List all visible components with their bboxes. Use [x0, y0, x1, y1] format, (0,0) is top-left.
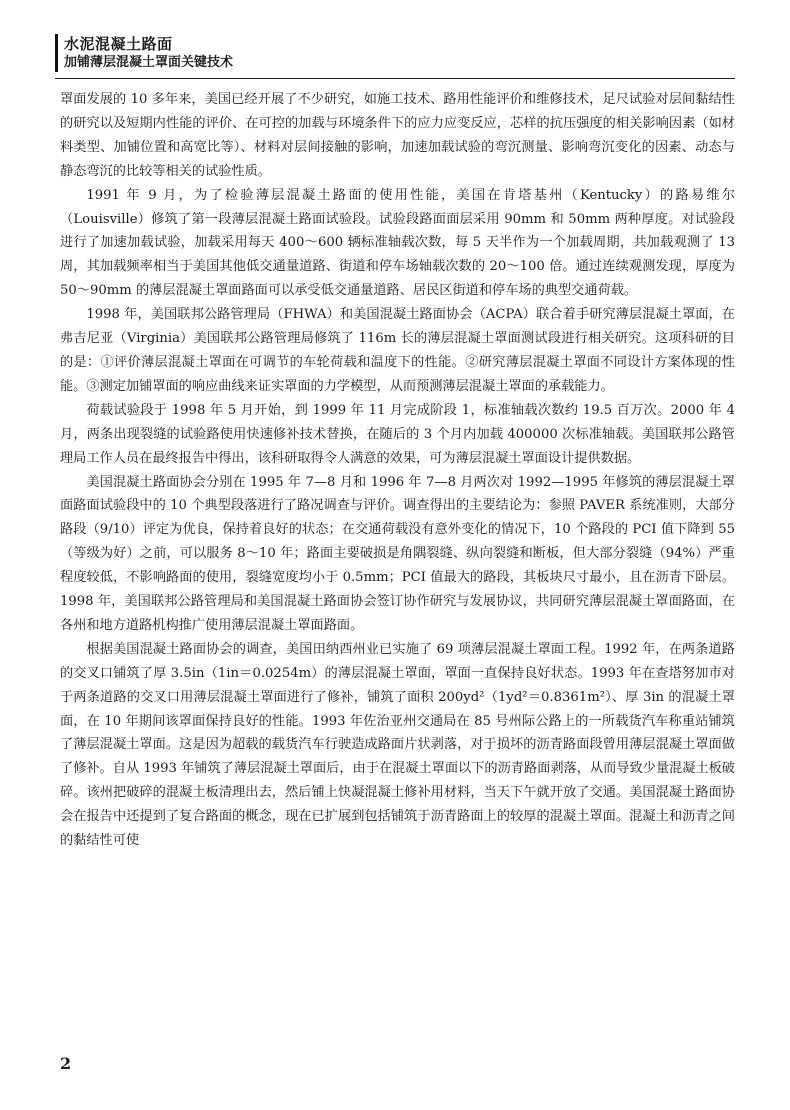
paragraph-3: 1998 年，美国联邦公路管理局（FHWA）和美国混凝土路面协会（ACPA）联合着手研究薄层混凝土罩面，在弗吉尼亚（Virginia）美国联邦公路管理局修筑了 116m 长的薄层混凝土罩面测试段进行相关研究。这项科研的目的是：①评价薄层混凝土罩面在可调节的车轮荷载和温度下的性能。②研究薄层混凝土罩面不同设计方案体现的性能。③测定加铺罩面的响应曲线来证实罩面的力学模型，从而预测薄层混凝土罩面的承载能力。 [60, 307, 735, 394]
page-number: 2 [60, 1054, 72, 1073]
paragraph-6: 根据美国混凝土路面协会的调查，美国田纳西州业已实施了 69 项薄层混凝土罩面工程。1992 年，在两条道路的交叉口铺筑了厚 3.5in（1in＝0.0254m）的薄层混凝土罩面，罩面一直保持良好状态。1993 年在查塔努加市对于两条道路的交叉口用薄层混凝土罩面进行了修补，铺筑了面积 200yd²（1yd²＝0.8361m²）、厚 3in 的混凝土罩面，在 10 年期间该罩面保持良好的性能。1993 年佐治亚州交通局在 85 号州际公路上的一所载货汽车称重站铺筑了薄层混凝土罩面。这是因为超载的载货汽车行驶造成路面片状剥落，对于损坏的沥青路面段曾用薄层混凝土罩面做了修补。自从 1993 年铺筑了薄层混凝土罩面后，由于在混凝土罩面以下的沥青路面剥落，从而导致少量混凝土板破碎。该州把破碎的混凝土板清理出去，然后铺上快凝混凝土修补用材料，当天下午就开放了交通。美国混凝土路面协会在报告中还提到了复合路面的概念，现在已扩展到包括铺筑于沥青路面上的较厚的混凝土罩面。混凝土和沥青之间的黏结性可使 [60, 641, 735, 849]
header-subtitle: 加铺薄层混凝土罩面关键技术 [64, 55, 234, 70]
header-rule [55, 78, 735, 79]
body-text [60, 88, 735, 853]
header-title: 水泥混凝土路面 [64, 35, 173, 53]
running-header [55, 34, 233, 72]
paragraph-1: 罩面发展的 10 多年来，美国已经开展了不少研究，如施工技术、路用性能评价和维修技术，足尺试验对层间黏结性的研究以及短期内性能的评价、在可控的加载与环境条件下的应力应变反应，芯样的抗压强度的相关影响因素（如材料类型、加铺位置和高宽比等）、材料对层间接触的影响，加速加载试验的弯沉测量、影响弯沉变化的因素、动态与静态弯沉的比较等相关的试验性质。 [60, 92, 735, 179]
paragraph-5: 美国混凝土路面协会分别在 1995 年 7—8 月和 1996 年 7—8 月两次对 1992—1995 年修筑的薄层混凝土罩面路面试验段中的 10 个典型段落进行了路况调查与评价。调查得出的主要结论为：参照 PAVER 系统准则，大部分路段（9/10）评定为优良，保持着良好的状态；在交通荷载没有意外变化的情况下，10 个路段的 PCI 值下降到 55（等级为好）之前，可以服务 8～10 年；路面主要破损是角隅裂缝、纵向裂缝和断板，但大部分裂缝（94%）严重程度较低，不影响路面的使用，裂缝宽度均小于 0.5mm；PCI 值最大的路段，其板块尺寸最小，且在沥青下卧层。1998 年，美国联邦公路管理局和美国混凝土路面协会签订协作研究与发展协议，共同研究薄层混凝土罩面路面，在各州和地方道路机构推广使用薄层混凝土罩面路面。 [60, 474, 735, 633]
paragraph-4: 荷载试验段于 1998 年 5 月开始，到 1999 年 11 月完成阶段 1，标准轴载次数约 19.5 百万次。2000 年 4 月，两条出现裂缝的试验路使用快速修补技术替换，在随后的 3 个月内加载 400000 次标准轴载。美国联邦公路管理局工作人员在最终报告中得出，该科研取得令人满意的效果，可为薄层混凝土罩面设计提供数据。 [60, 402, 735, 466]
paragraph-2: 1991 年 9 月，为了检验薄层混凝土路面的使用性能，美国在肯塔基州（Kentucky）的路易维尔（Louisville）修筑了第一段薄层混凝土路面试验段。试验段路面面层采用 90mm 和 50mm 两种厚度。对试验段进行了加速加载试验，加载采用每天 400～600 辆标准轴载次数，每 5 天半作为一个加载周期，共加载观测了 13 周，其加载频率相当于美国其他低交通量道路、街道和停车场轴载次数的 20～100 倍。通过连续观测发现，厚度为 50～90mm 的薄层混凝土罩面路面可以承受低交通量道路、居民区街道和停车场的典型交通荷载。 [60, 187, 735, 299]
